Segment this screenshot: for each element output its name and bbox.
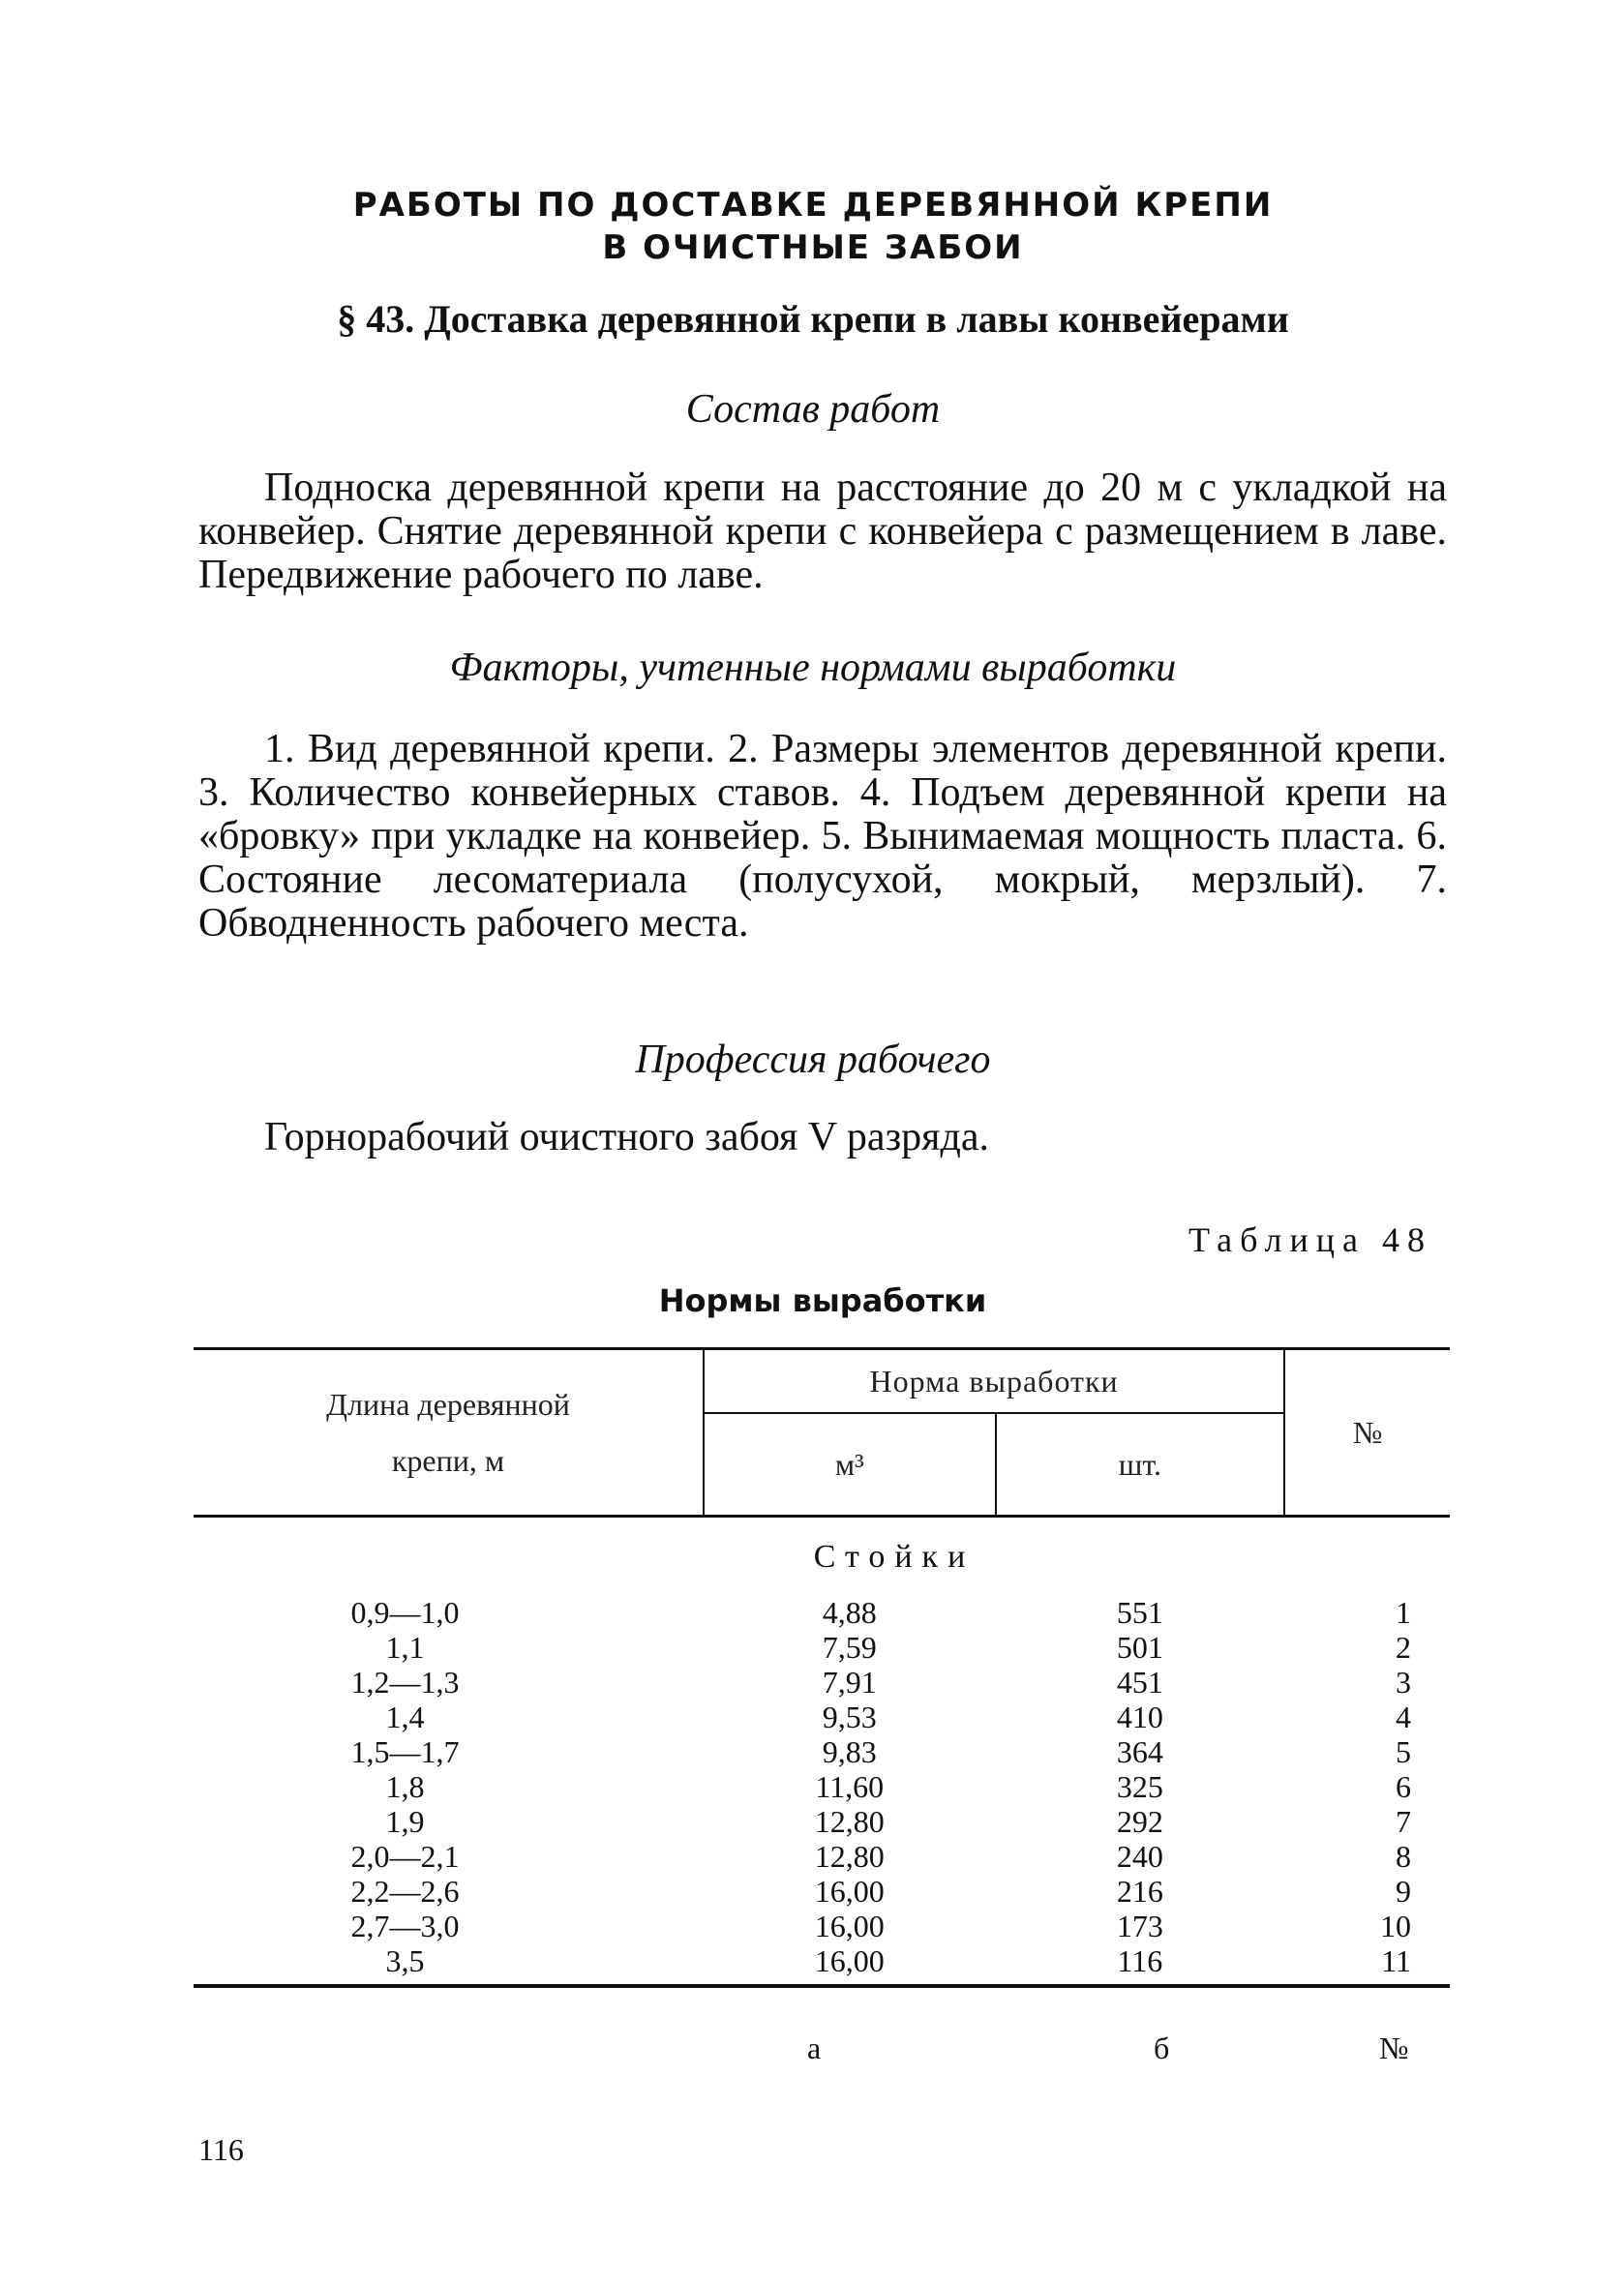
cell-sht: 551 (1116, 1595, 1163, 1630)
header-length (194, 1349, 704, 1517)
cell-sht: 173 (1116, 1909, 1163, 1943)
cell-sht: 292 (1116, 1804, 1163, 1839)
cell-m3: 16,00 (704, 1943, 996, 1986)
cell-m3: 7,59 (822, 1630, 877, 1665)
cell-no: 3 (1396, 1665, 1411, 1700)
cell-m3: 12,80 (814, 1804, 885, 1839)
cell-no: 11 (1284, 1943, 1450, 1986)
table-row (194, 1909, 1450, 1943)
table-row (194, 1734, 1450, 1769)
table-title: Нормы выработки (658, 1282, 987, 1319)
cell-no: 6 (1396, 1769, 1411, 1804)
cell-m3: 16,00 (814, 1909, 885, 1943)
composition-heading: Состав работ (685, 387, 941, 432)
cell-m3: 7,91 (822, 1665, 877, 1700)
cell-no: 4 (1396, 1700, 1411, 1734)
cell-length: 2,2—2,6 (350, 1874, 460, 1909)
page-number: 116 (198, 2132, 244, 2167)
cell-length: 0,9—1,0 (350, 1595, 460, 1630)
table-row (194, 1630, 1450, 1665)
cell-length: 1,4 (385, 1700, 425, 1734)
cell-length: 3,5 (194, 1943, 704, 1986)
cell-m3: 4,88 (822, 1595, 877, 1630)
cell-no: 5 (1396, 1734, 1411, 1769)
cell-m3: 11,60 (815, 1769, 885, 1804)
cell-length: 1,1 (385, 1630, 425, 1665)
cell-sht: 216 (1116, 1874, 1163, 1909)
table-row (194, 1769, 1450, 1804)
table-label: Таблица 48 (1188, 1220, 1432, 1259)
column-letter-a: а (807, 2031, 822, 2065)
table-row (194, 1839, 1450, 1874)
factors-text: 1. Вид деревянной крепи. 2. Размеры элементов деревянной крепи. 3. Количество конвейерных ставов. 4. Подъем деревянной крепи на «бровку» при укладке на конвейер. 5. Вынимаемая мощность пласта. 6. Состояние лесоматериала (полусухой, мокрый, мерзлый). 7. Обводненность рабочего места. (198, 727, 1447, 946)
cell-length: 1,5—1,7 (350, 1734, 460, 1769)
cell-no: 10 (1380, 1909, 1411, 1943)
header-length-line-2: крепи, м (391, 1443, 505, 1478)
cell-sht: 240 (1116, 1839, 1163, 1874)
table-row (194, 1595, 1450, 1630)
cell-sht: 364 (1116, 1734, 1163, 1769)
norms-table (194, 1347, 1450, 1988)
header-length-line-1: Длина деревянной (326, 1387, 570, 1422)
table-row (194, 1804, 1450, 1839)
cell-sht: 325 (1116, 1769, 1163, 1804)
table-row (194, 1874, 1450, 1909)
cell-no: 2 (1396, 1630, 1411, 1665)
cell-sht: 501 (1116, 1630, 1163, 1665)
composition-text: Подноска деревянной крепи на расстояние до 20 м с укладкой на конвейер. Снятие деревянной крепи с конвейера с размещением в лаве. Передвижение рабочего по лаве. (198, 466, 1447, 597)
table-row (194, 1700, 1450, 1734)
cell-no: 9 (1396, 1874, 1411, 1909)
chapter-title (198, 184, 1428, 269)
chapter-title-line-1: РАБОТЫ ПО ДОСТАВКЕ ДЕРЕВЯННОЙ КРЕПИ (352, 186, 1274, 225)
cell-sht: 410 (1116, 1700, 1163, 1734)
header-norm: Норма выработки (704, 1349, 1284, 1414)
cell-m3: 16,00 (814, 1874, 885, 1909)
cell-sht: 116 (996, 1943, 1285, 1986)
table-row (194, 1943, 1450, 1986)
cell-no: 1 (1396, 1595, 1411, 1630)
profession-heading: Профессия рабочего (635, 1038, 991, 1082)
cell-length: 1,9 (385, 1804, 425, 1839)
section-title: § 43. Доставка деревянной крепи в лавы конвейерами (337, 297, 1289, 341)
header-no: № (1284, 1349, 1450, 1517)
column-letter-b: б (1154, 2031, 1170, 2065)
cell-sht: 451 (1116, 1665, 1163, 1700)
cell-length: 2,7—3,0 (350, 1909, 460, 1943)
header-sht: шт. (996, 1413, 1285, 1517)
factors-heading: Факторы, учтенные нормами выработки (449, 646, 1177, 690)
cell-no: 7 (1396, 1804, 1411, 1839)
profession-text: Горнорабочий очистного забоя V разряда. (264, 1115, 989, 1159)
cell-length: 1,2—1,3 (350, 1665, 460, 1700)
group-label: Стойки (813, 1539, 976, 1575)
cell-length: 2,0—2,1 (350, 1839, 460, 1874)
cell-m3: 12,80 (814, 1839, 885, 1874)
chapter-title-line-2: В ОЧИСТНЫЕ ЗАБОИ (602, 228, 1024, 267)
cell-m3: 9,53 (822, 1700, 877, 1734)
cell-no: 8 (1396, 1839, 1411, 1874)
cell-m3: 9,83 (822, 1734, 877, 1769)
column-letter-no: № (1379, 2031, 1409, 2065)
cell-length: 1,8 (385, 1769, 425, 1804)
table-row (194, 1665, 1450, 1700)
header-m3: м³ (704, 1413, 996, 1517)
